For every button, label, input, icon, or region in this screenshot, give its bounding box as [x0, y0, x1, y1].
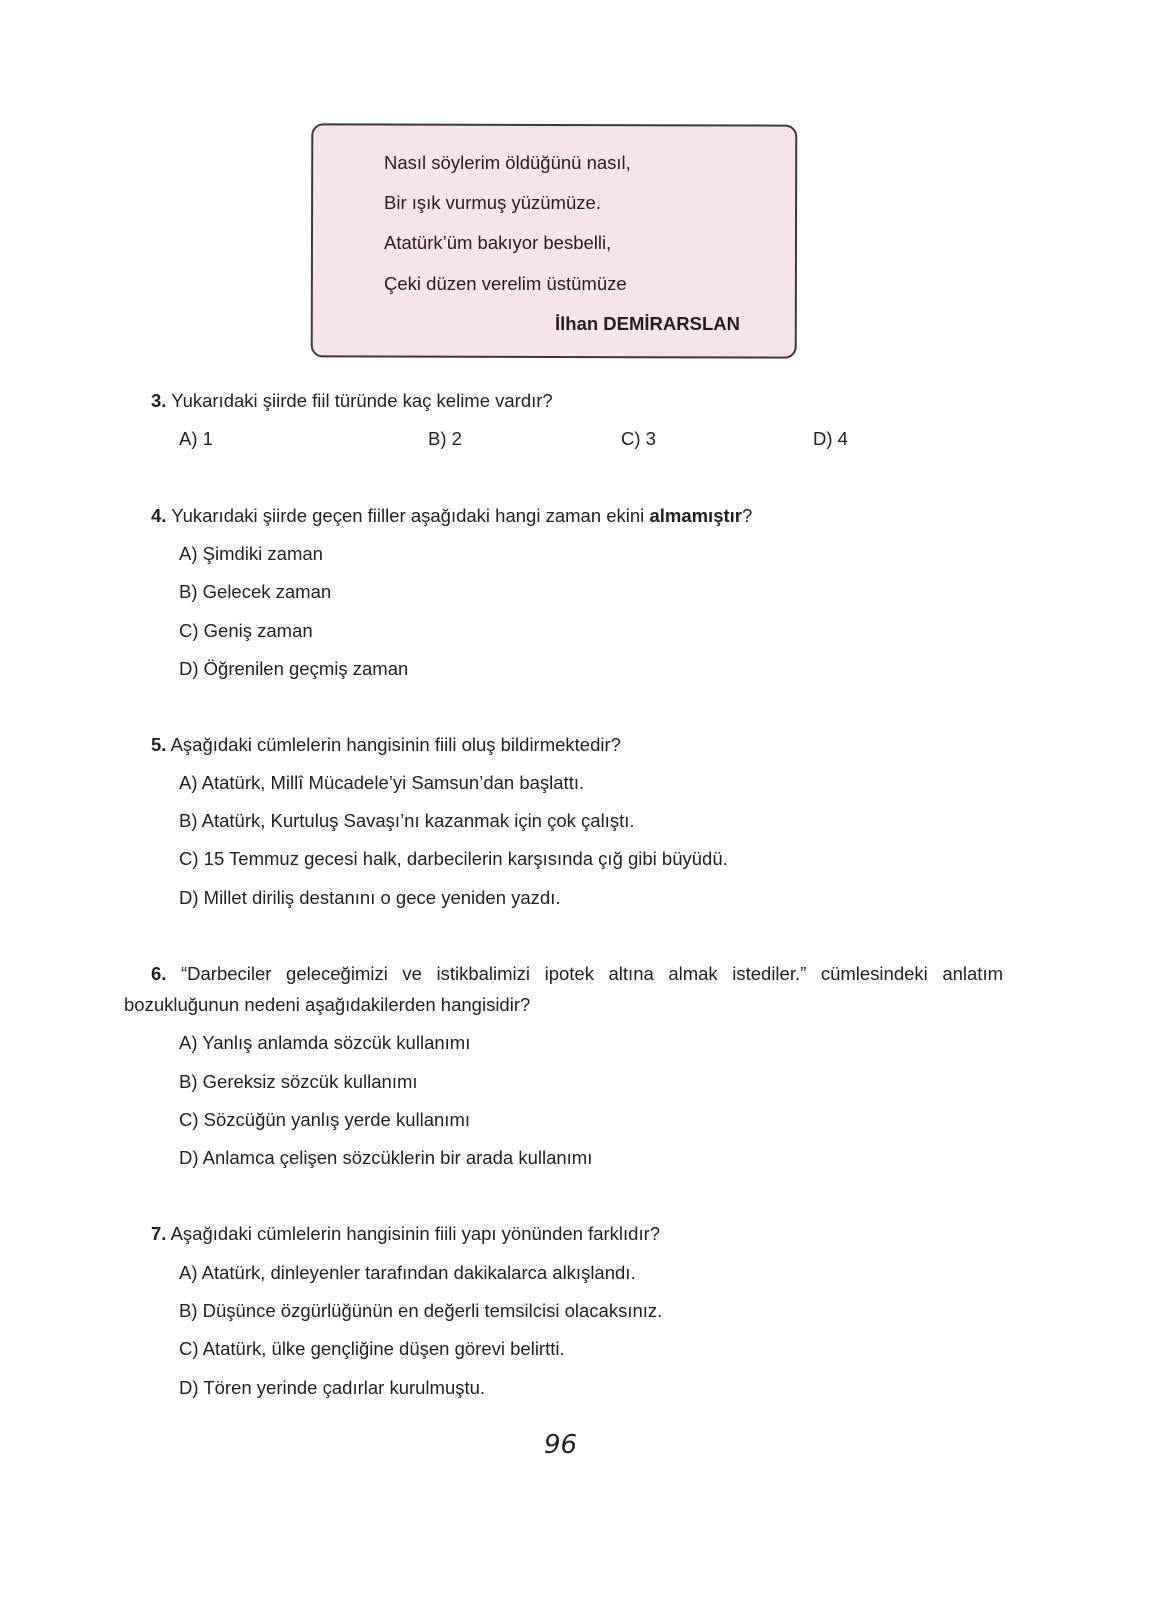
option[interactable]: D) 4 — [813, 428, 848, 449]
option[interactable]: C) Sözcüğün yanlış yerde kullanımı — [179, 1109, 470, 1130]
option[interactable]: B) 2 — [428, 428, 462, 449]
question-number: 3. — [151, 390, 167, 411]
option[interactable]: C) 3 — [621, 428, 656, 449]
option[interactable]: D) Tören yerinde çadırlar kurulmuştu. — [179, 1377, 486, 1398]
question-number: 4. — [151, 505, 167, 526]
option[interactable]: A) 1 — [179, 428, 213, 449]
option[interactable]: C) Geniş zaman — [179, 620, 313, 641]
question-number: 5. — [151, 734, 167, 755]
question-text: Yukarıdaki şiirde fiil türünde kaç kelime vardır? — [171, 390, 553, 411]
option[interactable]: C) 15 Temmuz gecesi halk, darbecilerin karşısında çığ gibi büyüdü. — [179, 848, 728, 869]
question-5 — [151, 734, 621, 756]
poem-line: Bir ışık vurmuş yüzümüze. — [384, 192, 601, 213]
question-text-continued: bozukluğunun nedeni aşağıdakilerden hangisidir? — [124, 994, 531, 1015]
option[interactable]: B) Atatürk, Kurtuluş Savaşı’nı kazanmak için çok çalıştı. — [179, 810, 635, 831]
option[interactable]: D) Anlamca çelişen sözcüklerin bir arada kullanımı — [179, 1147, 593, 1168]
question-suffix: ? — [741, 505, 753, 526]
option[interactable]: A) Şimdiki zaman — [179, 543, 323, 564]
option[interactable]: A) Yanlış anlamda sözcük kullanımı — [179, 1032, 471, 1053]
poem-line: Atatürk’üm bakıyor besbelli, — [384, 232, 612, 253]
question-6 — [151, 963, 1003, 985]
option[interactable]: C) Atatürk, ülke gençliğine düşen görevi belirtti. — [179, 1338, 565, 1359]
option[interactable]: A) Atatürk, dinleyenler tarafından dakikalarca alkışlandı. — [179, 1262, 636, 1283]
option[interactable]: D) Millet diriliş destanını o gece yeniden yazdı. — [179, 887, 561, 908]
option[interactable]: B) Gereksiz sözcük kullanımı — [179, 1071, 418, 1092]
option[interactable]: B) Düşünce özgürlüğünün en değerli temsilcisi olacaksınız. — [179, 1300, 663, 1321]
question-text: Yukarıdaki şiirde geçen fiiller aşağıdaki hangi zaman ekini — [171, 505, 650, 526]
question-text: Aşağıdaki cümlelerin hangisinin fiili yapı yönünden farklıdır? — [170, 1223, 661, 1244]
poem-line: Çeki düzen verelim üstümüze — [384, 273, 627, 294]
question-text: “Darbeciler geleceğimizi ve istikbalimizi ipotek altına almak istediler.” cümlesindeki anlatım — [181, 963, 1003, 984]
page-number: 96 — [544, 1430, 578, 1460]
question-3 — [151, 390, 553, 412]
option[interactable]: A) Atatürk, Millî Mücadele’yi Samsun’dan başlattı. — [179, 772, 585, 793]
question-text: Aşağıdaki cümlelerin hangisinin fiili oluş bildirmektedir? — [170, 734, 621, 755]
question-number: 7. — [151, 1223, 167, 1244]
question-number: 6. — [151, 963, 167, 984]
question-7 — [151, 1223, 660, 1245]
option[interactable]: D) Öğrenilen geçmiş zaman — [179, 658, 409, 679]
poem-author: İlhan DEMİRARSLAN — [555, 313, 740, 334]
poem-line: Nasıl söylerim öldüğünü nasıl, — [384, 152, 631, 173]
question-4 — [151, 505, 752, 527]
question-emphasis: almamıştır — [649, 505, 742, 526]
option[interactable]: B) Gelecek zaman — [179, 581, 332, 602]
